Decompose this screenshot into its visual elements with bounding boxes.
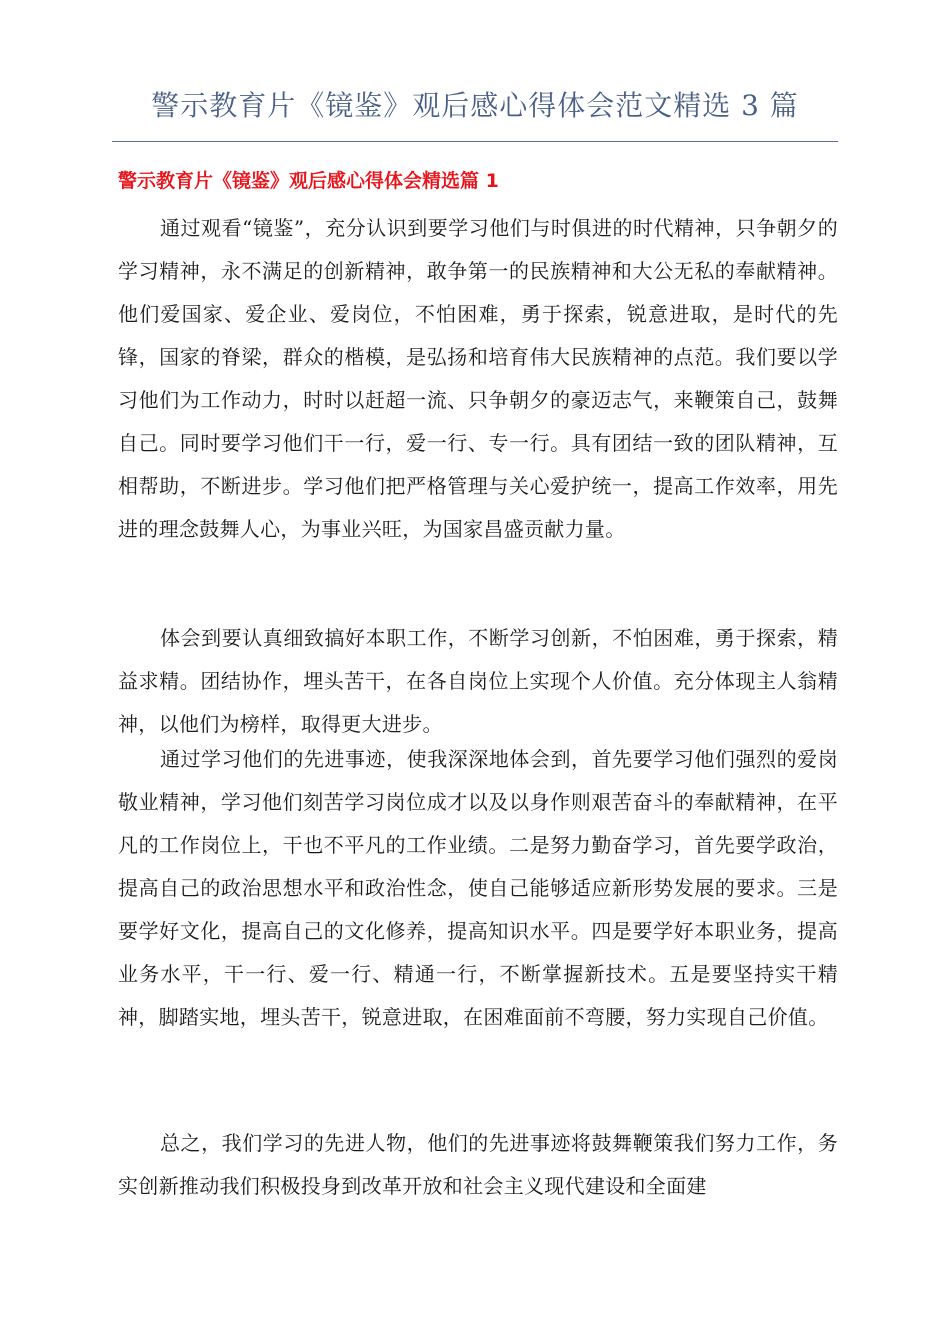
body-paragraph-1: 通过观看“镜鉴”，充分认识到要学习他们与时俱进的时代精神，只争朝夕的学习精神，永不满足的创新精神，敢争第一的民族精神和大公无私的奉献精神。他们爱国家、爱企业、爱岗位，不怕困难，勇于探索，锐意进取，是时代的先锋，国家的脊梁，群众的楷模，是弘扬和培育伟大民族精神的点范。我们要以学习他们为工作动力，时时以赶超一流、只争朝夕的豪迈志气，来鞭策自己，鼓舞自己。同时要学习他们干一行，爱一行、专一行。具有团结一致的团队精神，互相帮助，不断进步。学习他们把严格管理与关心爱护统一，提高工作效率，用先进的理念鼓舞人心，为事业兴旺，为国家昌盛贡献力量。 — [118, 216, 838, 541]
section-heading: 警示教育片《镜鉴》观后感心得体会精选篇 1 — [118, 170, 499, 192]
body-paragraph-3: 通过学习他们的先进事迹，使我深深地体会到，首先要学习他们强烈的爱岗敬业精神，学习他们刻苦学习岗位成才以及以身作则艰苦奋斗的奉献精神，在平凡的工作岗位上，干也不平凡的工作业绩。二是努力勤奋学习，首先要学政治，提高自己的政治思想水平和政治性念，使自己能够适应新形势发展的要求。三是要学好文化，提高自己的文化修养，提高知识水平。四是要学好本职业务，提高业务水平，干一行、爱一行、精通一行，不断掌握新技术。五是要坚持实干精神，脚踏实地，埋头苦干，锐意进取，在困难面前不弯腰，努力实现自己价值。 — [118, 747, 838, 1029]
body-paragraph-2: 体会到要认真细致搞好本职工作，不断学习创新，不怕困难，勇于探索，精益求精。团结协作，埋头苦干，在各自岗位上实现个人价值。充分体现主人翁精神，以他们为榜样，取得更大进步。 — [118, 626, 838, 736]
title-divider — [112, 141, 838, 142]
body-paragraph-4: 总之，我们学习的先进人物，他们的先进事迹将鼓舞鞭策我们努力工作，务实创新推动我们积极投身到改革开放和社会主义现代建设和全面建 — [118, 1131, 838, 1198]
document-title: 警示教育片《镜鉴》观后感心得体会范文精选 3 篇 — [151, 89, 799, 122]
